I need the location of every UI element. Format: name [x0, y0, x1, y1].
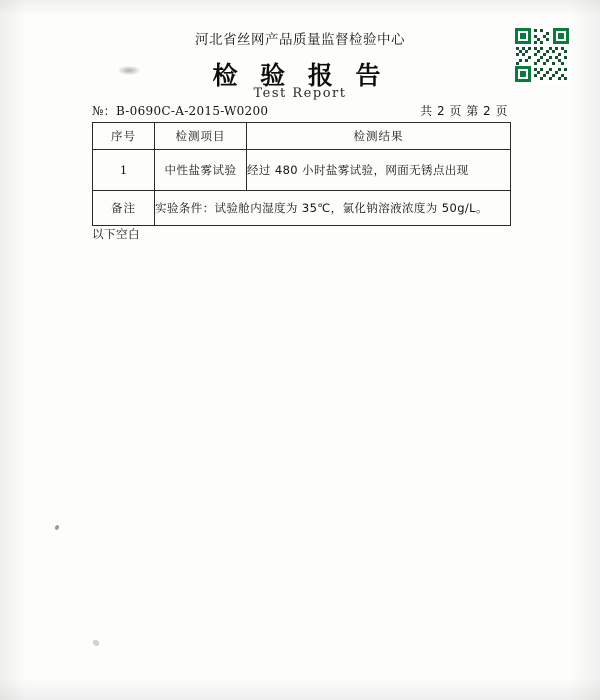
footer-note: 以下空白 [92, 227, 140, 241]
ink-smudge [118, 66, 140, 75]
scan-speck [54, 524, 59, 530]
scan-shadow-top [0, 0, 600, 16]
scan-speck [93, 640, 99, 646]
test-result-table [92, 122, 511, 226]
table-header-row [93, 123, 511, 150]
column-header-result: 检测结果 [247, 123, 511, 150]
cell-no: 1 [93, 150, 155, 191]
report-serial-number: №：B-0690C-A-2015-W0200 [92, 104, 269, 118]
scan-shadow-right [570, 0, 600, 700]
table-row [93, 150, 511, 191]
remark-label: 备注 [93, 191, 155, 226]
scan-shadow-left [0, 0, 26, 700]
page-title: 检 验 报 告 [212, 61, 388, 90]
organization-name: 河北省丝网产品质量监督检验中心 [195, 32, 405, 48]
remark-text: 实验条件：试验舱内湿度为 35℃，氯化钠溶液浓度为 50g/L。 [155, 191, 511, 226]
scan-shadow-bottom [0, 678, 600, 700]
page-subtitle: Test Report [253, 86, 347, 101]
table-remark-row [93, 191, 511, 226]
cell-result: 经过 480 小时盐雾试验，网面无锈点出现 [247, 150, 511, 191]
qr-code-icon [514, 27, 570, 83]
cell-item: 中性盐雾试验 [155, 150, 247, 191]
page-number-info: 共 2 页 第 2 页 [420, 104, 508, 118]
column-header-no: 序号 [93, 123, 155, 150]
column-header-item: 检测项目 [155, 123, 247, 150]
